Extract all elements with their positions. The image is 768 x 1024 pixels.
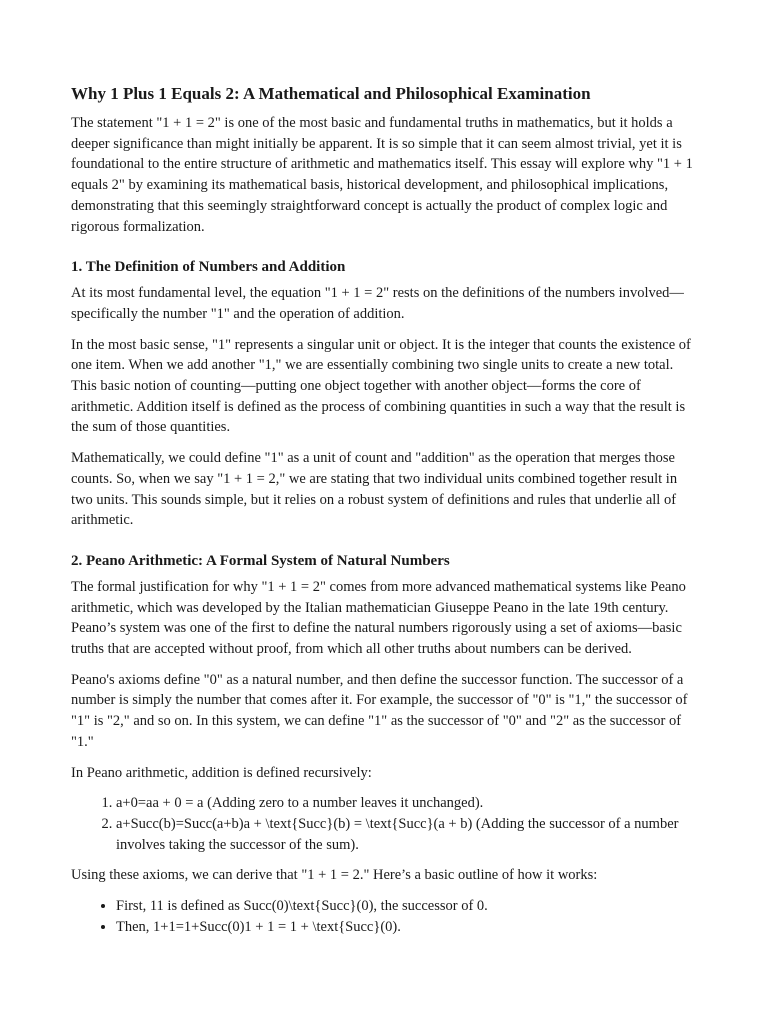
addition-rules-list	[71, 793, 699, 855]
section-1-paragraph-3: Mathematically, we could define "1" as a unit of count and "addition" as the operation that merges those counts. So, when we say "1 + 1 = 2," we are stating that two individual units combined together result in two units. This sounds simple, but it relies on a robust system of definitions and rules that underlie all of arithmetic.	[71, 450, 678, 529]
section-1-paragraph-1: At its most fundamental level, the equation "1 + 1 = 2" rests on the definitions of the numbers involved—specifically the number "1" and the operation of addition.	[71, 285, 684, 322]
section-1-paragraph-2: In the most basic sense, "1" represents a singular unit or object. It is the integer that counts the existence of one item. When we add another "1," we are essentially combining two single units to create a new total. This basic notion of counting—putting one object together with another object—forms the core of arithmetic. Addition itself is defined as the process of combining quantities in such a way that the result is the sum of those quantities.	[71, 336, 691, 436]
section-2-paragraph-4: Using these axioms, we can derive that "1 + 1 = 2." Here’s a basic outline of how it works:	[71, 867, 598, 884]
document-title: Why 1 Plus 1 Equals 2: A Mathematical and Philosophical Examination	[71, 84, 591, 103]
document-page	[71, 83, 699, 948]
list-item: 2. a+Succ(b)=Succ(a+b)a + \text{Succ}(b) = \text{Succ}(a + b) (Adding the successor of a number involves taking the successor of the sum).	[116, 814, 699, 855]
intro-paragraph: The statement "1 + 1 = 2" is one of the most basic and fundamental truths in mathematics, but it holds a deeper significance than might initially be apparent. It is so simple that it can seem almost trivial, yet it is foundational to the entire structure of arithmetic and mathematics itself. This essay will explore why "1 + 1 equals 2" by examining its mathematical basis, historical development, and philosophical implications, demonstrating that this seemingly straightforward concept is actually the product of complex logic and rigorous formalization.	[71, 115, 693, 235]
list-item: • First, 11 is defined as Succ(0)\text{Succ}(0), the successor of 0.	[116, 896, 699, 917]
list-item: • Then, 1+1=1+Succ(0)1 + 1 = 1 + \text{Succ}(0).	[116, 917, 699, 938]
section-2-paragraph-1: The formal justification for why "1 + 1 = 2" comes from more advanced mathematical systems like Peano arithmetic, which was developed by the Italian mathematician Giuseppe Peano in the late 19th century. Peano’s system was one of the first to define the natural numbers rigorously using a set of axioms—basic truths that are accepted without proof, from which all other truths about numbers can be derived.	[71, 578, 686, 658]
section-1-heading: 1. The Definition of Numbers and Addition	[71, 259, 346, 276]
section-2-paragraph-2: Peano's axioms define "0" as a natural number, and then define the successor function. The successor of a number is simply the number that comes after it. For example, the successor of "0" is "1," the successor of "1" is "2," and so on. In this system, we can define "1" as the successor of "0" and "2" as the successor of "1."	[71, 671, 688, 750]
section-2-heading: 2. Peano Arithmetic: A Formal System of Natural Numbers	[71, 552, 450, 569]
section-2-paragraph-3: In Peano arithmetic, addition is defined recursively:	[71, 764, 372, 781]
list-item: 1. a+0=aa + 0 = a (Adding zero to a number leaves it unchanged).	[116, 793, 699, 814]
derivation-steps-list	[71, 896, 699, 937]
